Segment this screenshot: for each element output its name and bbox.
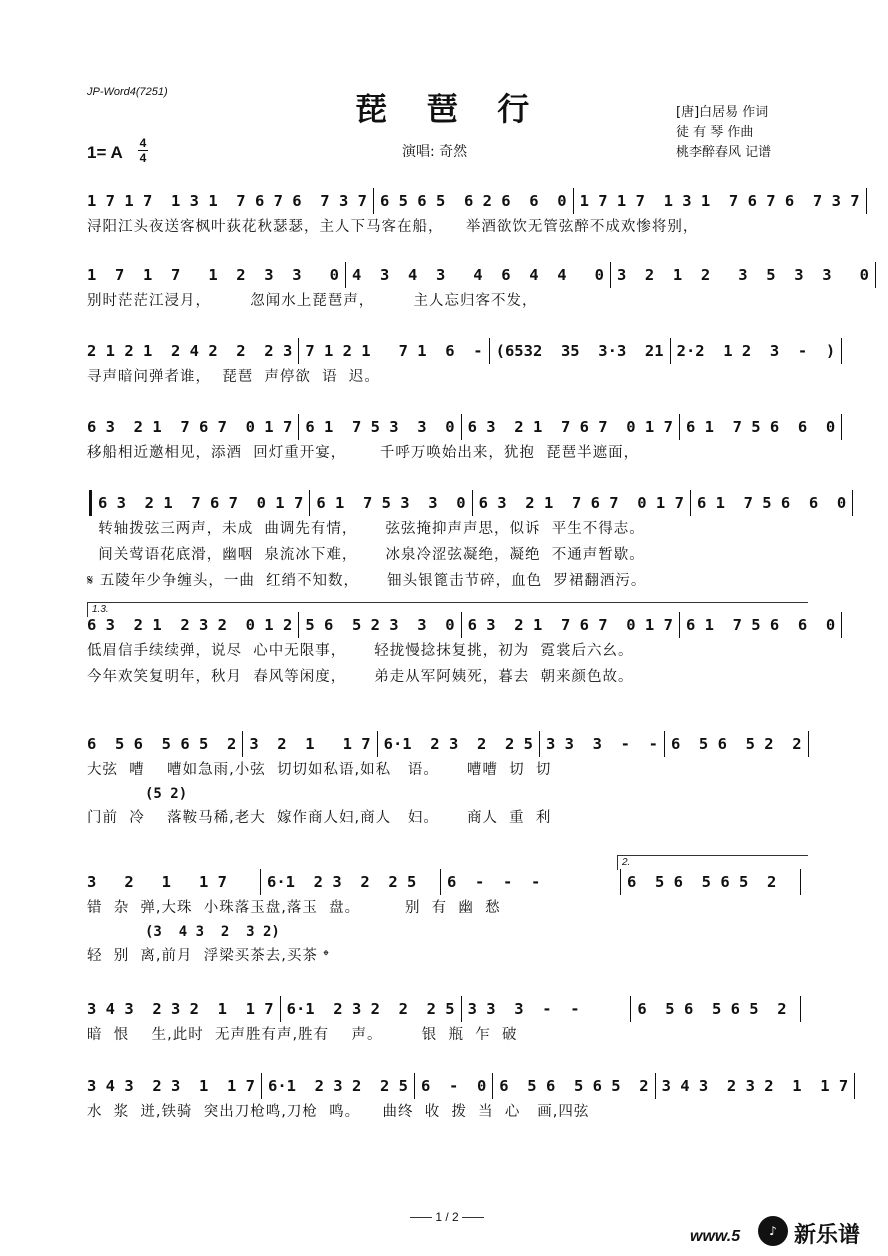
barline xyxy=(655,1073,656,1099)
lyric-line: 水 浆 迸,铁骑 突出刀枪鸣,刀枪 鸣。 曲终 收 拨 当 心 画,四弦 xyxy=(87,1104,590,1120)
measure: (6532 35 3·3 21 xyxy=(495,342,664,360)
lyric-line: 暗 恨 生,此时 无声胜有声,胜有 声。 银 瓶 乍 破 xyxy=(87,1027,518,1043)
notation-row xyxy=(87,338,836,364)
measure: 3 4 3 2 3 1 1 7 xyxy=(87,1077,255,1095)
notation-row xyxy=(87,414,836,440)
credits-block xyxy=(676,103,771,163)
notation-row xyxy=(87,612,836,638)
watermark-url: www.5 xyxy=(690,1228,741,1245)
barline xyxy=(610,262,611,288)
measure: 3 2 1 1 7 xyxy=(249,735,371,753)
measure: 1 7 1 7 1 2 3 3 0 xyxy=(87,266,339,284)
lyric-line: 今年欢笑复明年，秋月 春风等闲度， 弟走从军阿姨死，暮去 朝来颜色故。 xyxy=(87,669,634,685)
score-system xyxy=(87,414,836,466)
measure: 6 5 6 5 6 2 6 6 0 xyxy=(379,192,567,210)
score-system xyxy=(87,490,847,594)
measure: 6 3 2 1 2 3 2 0 1 2 xyxy=(87,616,293,634)
measure: 6 1 7 5 6 6 0 xyxy=(685,616,836,634)
lyric-line: 移船相近邀相见，添酒 回灯重开宴， 千呼万唤始出来，犹抱 琵琶半遮面， xyxy=(87,445,640,461)
barline xyxy=(489,338,490,364)
notation-row xyxy=(87,262,869,288)
measure: 6·1 2 3 2 2 5 xyxy=(267,873,417,891)
barline xyxy=(242,731,243,757)
volta-bracket: 1.3. xyxy=(87,602,808,617)
barline xyxy=(841,338,842,364)
measure: 4 3 4 3 4 6 4 4 0 xyxy=(351,266,604,284)
measure: 6 1 7 5 3 3 0 xyxy=(316,494,466,512)
notation-row xyxy=(87,490,847,516)
lyric-line: 大弦 嘈 嘈如急雨,小弦 切切如私语,如私 语。 嘈嘈 切 切 xyxy=(87,762,552,778)
measure: 3 4 3 2 3 2 1 1 7 xyxy=(661,1077,849,1095)
lyric-line: 𝄋 五陵年少争缠头，一曲 红绡不知数， 钿头银篦击节碎，血色 罗裙翻酒污。 xyxy=(87,573,647,589)
notation-row xyxy=(87,188,860,214)
lyric-line: 门前 冷 落鞍马稀,老大 嫁作商人妇,商人 妇。 商人 重 利 xyxy=(87,810,552,826)
measure: 3 3 3 - - xyxy=(545,735,658,753)
singer-credit: 演唱: 奇然 xyxy=(402,144,468,160)
measure: 6 1 7 5 3 3 0 xyxy=(305,418,455,436)
measure: 6 3 2 1 7 6 7 0 1 7 xyxy=(467,418,673,436)
measure: 3 2 1 2 3 5 3 3 0 xyxy=(616,266,869,284)
measure: 6·1 2 3 2 2 2 5 xyxy=(286,1000,455,1018)
barline xyxy=(461,996,462,1022)
measure: 6 3 2 1 7 6 7 0 1 7 xyxy=(87,418,293,436)
barline xyxy=(620,869,621,895)
measure: 6·1 2 3 2 2 5 xyxy=(267,1077,408,1095)
score-system xyxy=(87,262,869,314)
barline xyxy=(539,731,540,757)
barline xyxy=(377,731,378,757)
barline xyxy=(261,1073,262,1099)
measure: 6 5 6 5 6 5 2 xyxy=(637,1000,787,1018)
credit-music: 徒 有 琴 作曲 xyxy=(676,125,754,140)
measure: 2 1 2 1 2 4 2 2 2 3 xyxy=(87,342,293,360)
key-signature: 1= A xyxy=(87,143,123,162)
barline xyxy=(260,869,261,895)
barline xyxy=(414,1073,415,1099)
barline xyxy=(573,188,574,214)
alternate-notation: (3 4 3 2 3 2) xyxy=(145,924,280,940)
measure: 6 3 2 1 7 6 7 0 1 7 xyxy=(478,494,684,512)
barline xyxy=(345,262,346,288)
measure: 2·2 1 2 3 - ) xyxy=(676,342,836,360)
measure: 6 5 6 5 6 5 2 xyxy=(627,873,777,891)
time-signature-bottom: 4 xyxy=(139,151,147,165)
measure: 3 2 1 1 7 xyxy=(87,873,227,891)
barline xyxy=(866,188,867,214)
barline xyxy=(461,414,462,440)
barline xyxy=(630,996,631,1022)
measure: 7 1 2 1 7 1 6 - xyxy=(305,342,483,360)
barline xyxy=(298,338,299,364)
lyric-line: 低眉信手续续弹，说尽 心中无限事， 轻拢慢捻抹复挑，初为 霓裳后六幺。 xyxy=(87,643,634,659)
score-system xyxy=(87,604,836,690)
measure: 6 3 2 1 7 6 7 0 1 7 xyxy=(98,494,304,512)
barline xyxy=(841,414,842,440)
barline xyxy=(309,490,310,516)
barline xyxy=(875,262,876,288)
lyric-line: 浔阳江头夜送客枫叶荻花秋瑟瑟，主人下马客在船， 举酒欲饮无管弦醉不成欢惨将别， xyxy=(87,219,699,235)
barline xyxy=(852,490,853,516)
lyric-line: 寻声暗问弹者谁， 琵琶 声停欲 语 迟。 xyxy=(87,369,380,385)
notation-row xyxy=(87,731,803,757)
notation-row xyxy=(87,869,803,895)
barline xyxy=(800,996,801,1022)
measure: 3 3 3 - - xyxy=(467,1000,580,1018)
music-note-icon: ♪ xyxy=(758,1216,788,1246)
time-signature xyxy=(138,137,148,164)
measure: 6 1 7 5 6 6 0 xyxy=(685,418,836,436)
barline xyxy=(280,996,281,1022)
lyric-line: 别时茫茫江浸月， 忽闻水上琵琶声， 主人忘归客不发， xyxy=(87,293,538,309)
barline xyxy=(298,414,299,440)
document-source-code: JP-Word4(7251) xyxy=(87,86,168,98)
measure: 6 5 6 5 6 5 2 xyxy=(499,1077,649,1095)
volta-bracket: 2. xyxy=(617,855,808,870)
barline xyxy=(664,731,665,757)
measure: 6 - - - xyxy=(447,873,541,891)
measure: 6 5 6 5 2 2 xyxy=(670,735,802,753)
score-system xyxy=(87,996,803,1048)
barline xyxy=(472,490,473,516)
barline xyxy=(492,1073,493,1099)
page-number-text: 1 / 2 xyxy=(435,1210,459,1224)
barline xyxy=(800,869,801,895)
score-system xyxy=(87,857,803,969)
barline xyxy=(373,188,374,214)
credit-lyrics: [唐]白居易 作词 xyxy=(676,105,769,120)
score-system xyxy=(87,338,836,390)
page-number xyxy=(410,1210,484,1224)
measure: 6 5 6 5 6 5 2 xyxy=(87,735,237,753)
notation-row xyxy=(87,1073,849,1099)
measure: 6 3 2 1 7 6 7 0 1 7 xyxy=(467,616,673,634)
lyric-line: 转轴拨弦三两声，未成 曲调先有情， 弦弦掩抑声声思，似诉 平生不得志。 xyxy=(87,521,645,537)
barline xyxy=(808,731,809,757)
measure: 6·1 2 3 2 2 5 xyxy=(383,735,533,753)
score-system xyxy=(87,731,803,831)
score-system xyxy=(87,188,860,240)
barline xyxy=(670,338,671,364)
measure: 6 1 7 5 6 6 0 xyxy=(696,494,847,512)
barline xyxy=(854,1073,855,1099)
measure: 5 6 5 2 3 3 0 xyxy=(305,616,455,634)
measure: 6 - 0 xyxy=(420,1077,487,1095)
barline xyxy=(841,612,842,638)
barline xyxy=(690,490,691,516)
measure: 1 7 1 7 1 3 1 7 6 7 6 7 3 7 xyxy=(87,192,367,210)
alternate-notation: (5 2) xyxy=(145,786,188,802)
repeat-start-barline xyxy=(89,490,92,516)
notation-row xyxy=(87,996,803,1022)
measure: 1 7 1 7 1 3 1 7 6 7 6 7 3 7 xyxy=(579,192,860,210)
time-signature-top: 4 xyxy=(139,136,147,150)
measure: 3 4 3 2 3 2 1 1 7 xyxy=(87,1000,274,1018)
lyric-line: 间关莺语花底滑，幽咽 泉流冰下难， 冰泉冷涩弦凝绝，凝绝 不通声暂歇。 xyxy=(87,547,645,563)
watermark-brand: 新乐谱 xyxy=(794,1223,861,1248)
score-system xyxy=(87,1073,849,1125)
credit-notation: 桃李醉春风 记谱 xyxy=(676,145,772,160)
barline xyxy=(440,869,441,895)
barline xyxy=(679,414,680,440)
lyric-line: 错 杂 弹,大珠 小珠落玉盘,落玉 盘。 别 有 幽 愁 xyxy=(87,900,501,916)
song-title: 琵 琶 行 xyxy=(355,90,544,128)
lyric-line: 轻 别 离,前月 浮梁买茶去,买茶 𝄌 xyxy=(87,948,330,964)
